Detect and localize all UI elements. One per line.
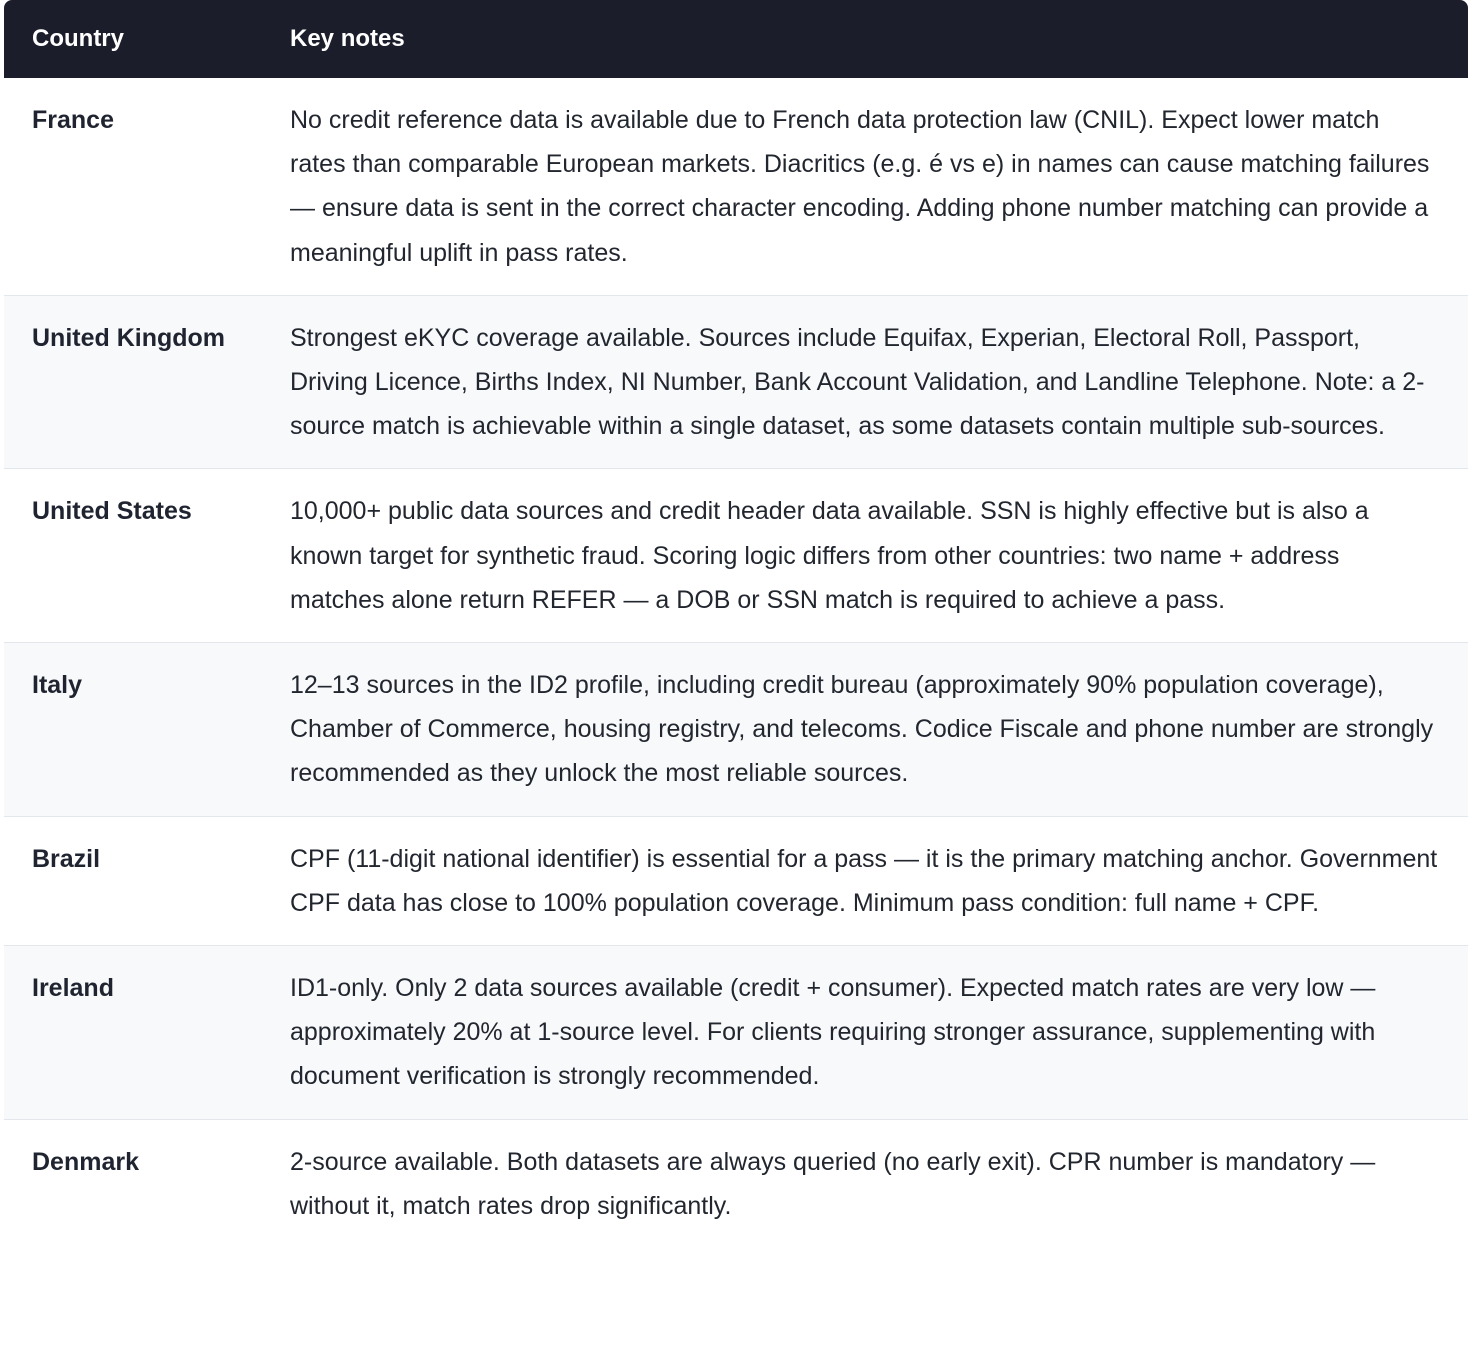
country-cell: Brazil [32, 844, 101, 873]
notes-cell: CPF (11-digit national identifier) is essential for a pass — it is the primary matching anchor. Government CPF data has close to 100% population coverage. Minimum pass condition: full name + CPF. [290, 844, 1438, 917]
table-row [4, 469, 1468, 643]
notes-cell: ID1-only. Only 2 data sources available (credit + consumer). Expected match rates are very low — approximately 20% at 1-source level. For clients requiring stronger assurance, supplementing with document verification is strongly recommended. [290, 974, 1376, 1091]
table-header-row [4, 0, 1468, 78]
table-row [4, 643, 1468, 817]
table-header [4, 0, 1468, 78]
country-cell: Denmark [32, 1147, 139, 1176]
table-row [4, 295, 1468, 469]
country-cell: United Kingdom [32, 323, 226, 352]
notes-cell: 2-source available. Both datasets are always queried (no early exit). CPR number is mandatory — without it, match rates drop significantly. [290, 1147, 1376, 1220]
country-cell: Ireland [32, 974, 114, 1003]
country-cell: Italy [32, 671, 83, 700]
notes-cell: No credit reference data is available due to French data protection law (CNIL). Expect lower match rates than comparable European markets. Diacritics (e.g. é vs e) in names can cause matching failures — ensure data is sent in the correct character encoding. Adding phone number matching can provide a meaningful uplift in pass rates. [290, 106, 1430, 267]
table-row [4, 816, 1468, 945]
country-notes-table-container [4, 0, 1468, 1248]
country-cell: France [32, 106, 114, 134]
notes-cell: Strongest eKYC coverage available. Sources include Equifax, Experian, Electoral Roll, Passport, Driving Licence, Births Index, NI Number, Bank Account Validation, and Landline Telephone. Note: a 2-source match is achievable within a single dataset, as some datasets contain multiple sub-sources. [290, 323, 1425, 441]
column-header-key-notes: Key notes [290, 25, 405, 52]
table-row [4, 1119, 1468, 1248]
table-row [4, 946, 1468, 1120]
notes-cell: 10,000+ public data sources and credit header data available. SSN is highly effective but is also a known target for synthetic fraud. Scoring logic differs from other countries: two name + address matches alone return REFER — a DOB or SSN match is required to achieve a pass. [290, 497, 1369, 614]
country-cell: United States [32, 497, 192, 526]
table-row [4, 78, 1468, 295]
column-header-country: Country [32, 25, 124, 52]
country-notes-table [4, 0, 1468, 1248]
table-body [4, 78, 1468, 1248]
notes-cell: 12–13 sources in the ID2 profile, including credit bureau (approximately 90% population coverage), Chamber of Commerce, housing registry, and telecoms. Codice Fiscale and phone number are strongly recommended as they unlock the most reliable sources. [290, 671, 1434, 788]
